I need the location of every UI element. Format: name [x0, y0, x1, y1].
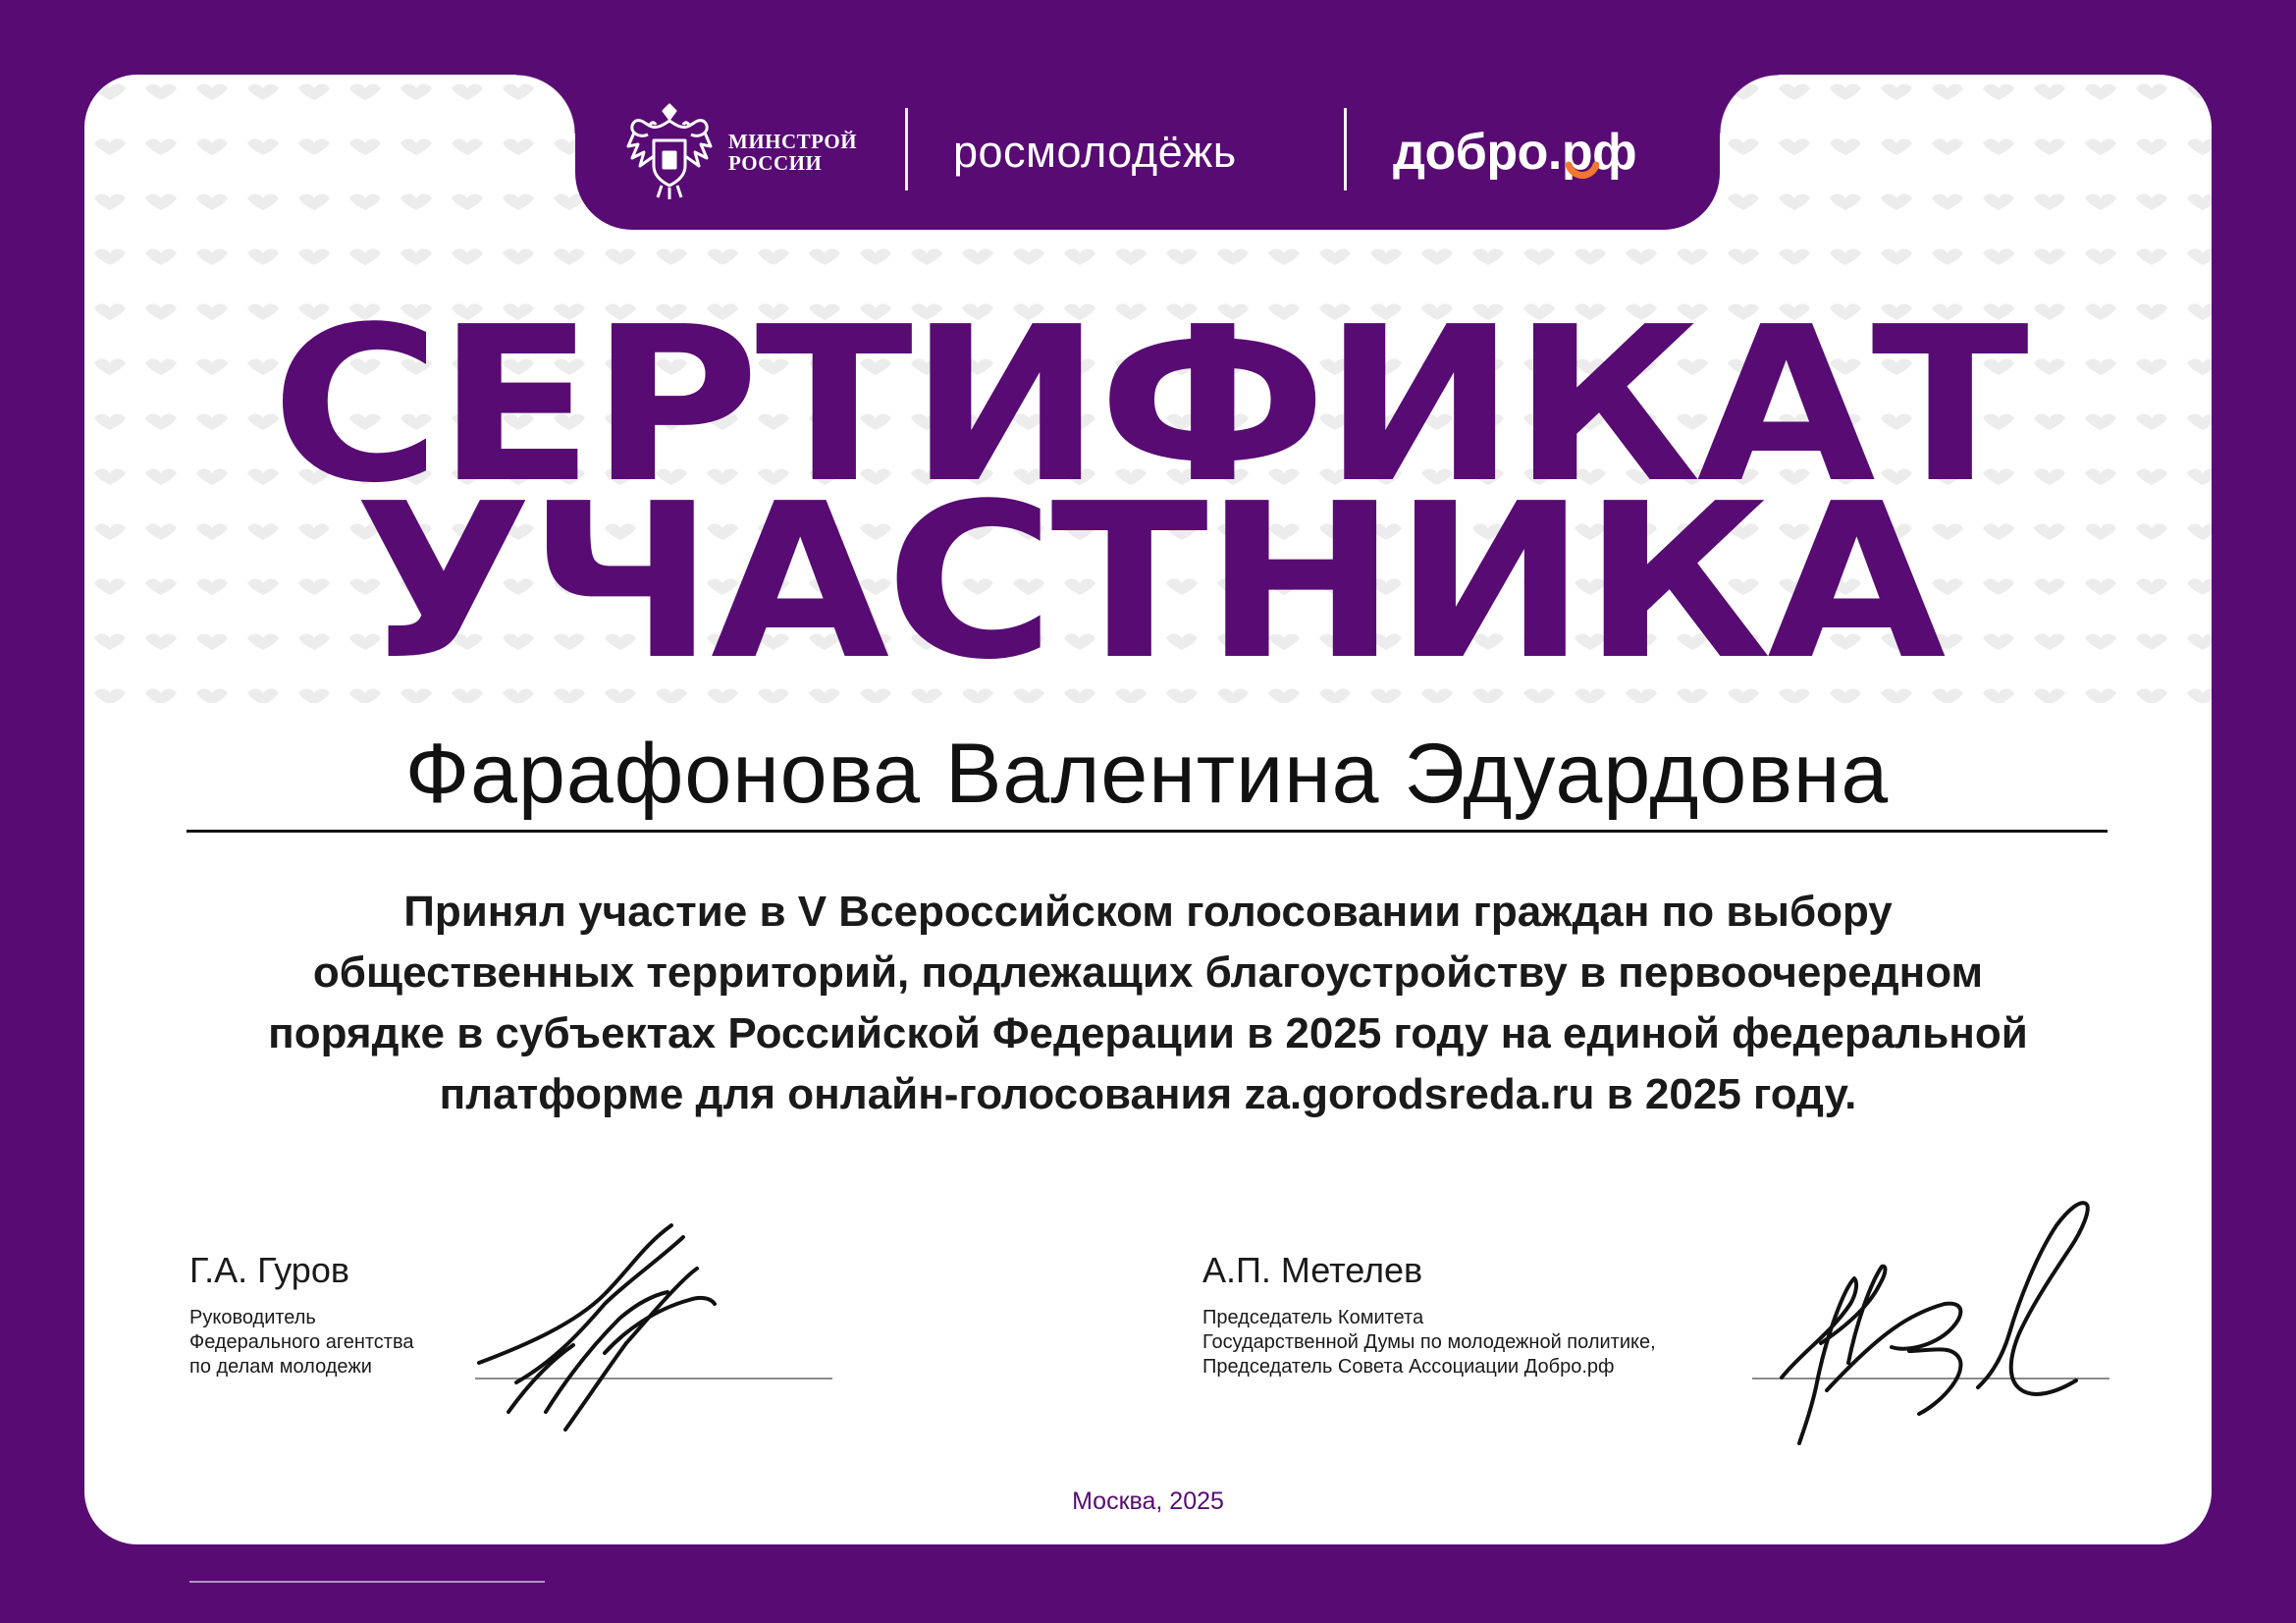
signer-metelev-role-line-3: Председатель Совета Ассоциации Добро.рф: [1202, 1356, 1615, 1378]
signer-metelev-role: [1202, 1306, 1656, 1380]
header-logo-bar: [575, 75, 1720, 230]
signature-gurov: [457, 1216, 752, 1441]
signer-metelev: [1202, 1249, 1656, 1380]
recipient-name: Фарафонова Валентина Эдуардовна: [404, 727, 1890, 821]
signer-gurov-name: Г.А. Гуров: [189, 1250, 349, 1290]
signer-gurov-role-line-2: Федерального агентства: [189, 1331, 414, 1353]
signer-metelev-name: А.П. Метелев: [1202, 1250, 1423, 1290]
recipient-name-underline: [187, 830, 2108, 833]
bottom-decorative-rule: [189, 1581, 545, 1583]
rosmolodezh-logo: росмолодёжь: [953, 127, 1237, 177]
description-line-3: порядке в субъектах Российской Федерации в 2025 году на единой федеральной: [268, 1009, 2028, 1057]
description-line-4: платформе для онлайн-голосования za.gorodsreda.ru в 2025 году.: [439, 1070, 1857, 1118]
minstroy-wordmark: [728, 131, 857, 174]
minstroy-wordmark-line-1: МИНСТРОЙ: [728, 130, 858, 153]
signer-metelev-role-line-2: Государственной Думы по молодежной политике,: [1202, 1331, 1656, 1353]
double-headed-eagle-icon: [624, 103, 715, 201]
signature-metelev: [1762, 1186, 2115, 1451]
signer-gurov-role-line-3: по делам молодежи: [189, 1356, 372, 1378]
signer-metelev-role-line-1: Председатель Комитета: [1202, 1307, 1424, 1328]
minstroy-logo: [624, 75, 857, 230]
logo-divider-2: [1344, 108, 1347, 190]
signer-gurov-role-line-1: Руководитель: [189, 1307, 316, 1328]
certificate-description: [157, 882, 2139, 1125]
certificate-title-line-2: УЧАСТНИКА: [353, 459, 1943, 707]
signer-gurov: [189, 1249, 414, 1380]
dobro-smile-icon: [1566, 161, 1599, 183]
place-and-year: Москва, 2025: [1072, 1488, 1224, 1515]
minstroy-wordmark-line-2: РОССИИ: [728, 151, 823, 175]
certificate-title-line-1: СЕРТИФИКАТ: [271, 282, 2025, 530]
description-line-1: Принял участие в V Всероссийском голосовании граждан по выбору: [403, 888, 1893, 936]
dobro-rf-logo: добро.рф: [1393, 124, 1637, 181]
description-line-2: общественных территорий, подлежащих благоустройству в первоочередном: [312, 948, 1984, 997]
logo-divider-1: [905, 108, 908, 190]
signer-gurov-role: [189, 1306, 414, 1380]
